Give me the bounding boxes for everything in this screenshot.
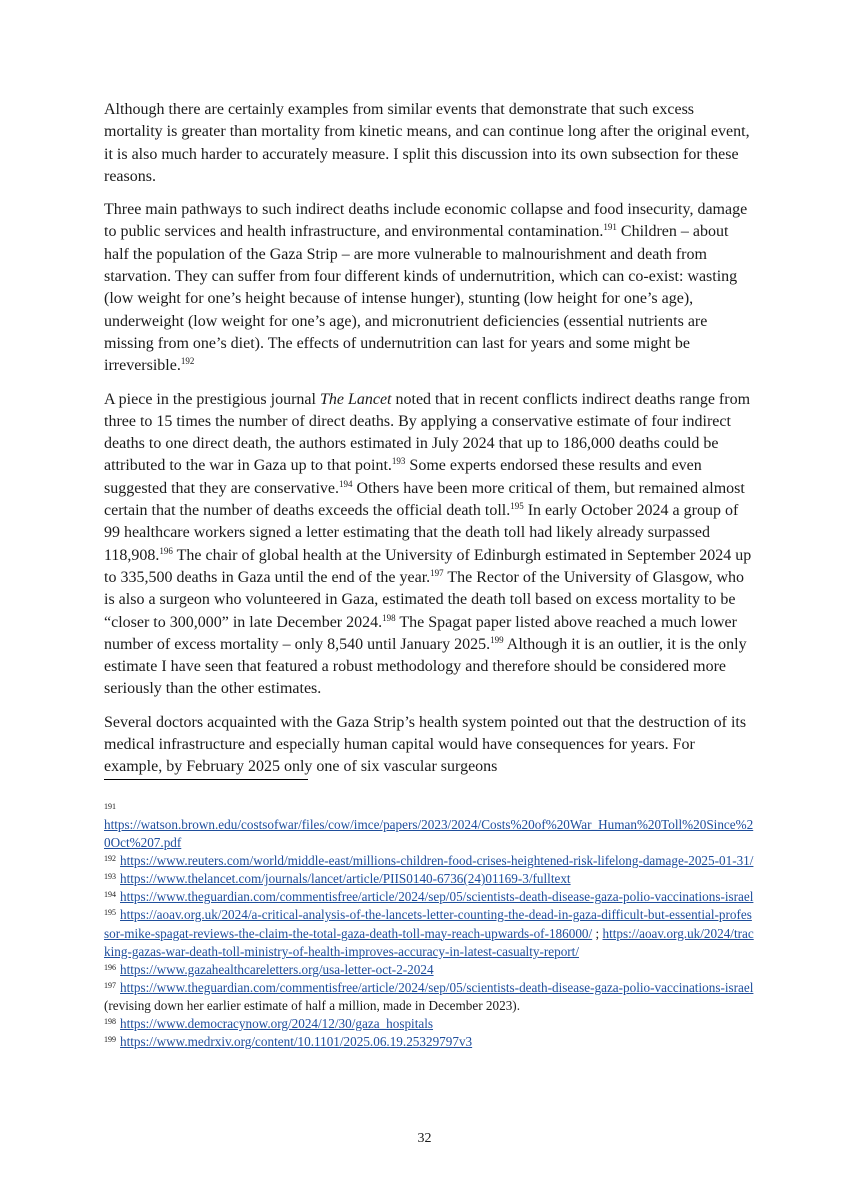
footnote-link[interactable]: https://www.medrxiv.org/content/10.1101/2025.06.19.25329797v3 (120, 1034, 473, 1050)
footnote-193 (104, 870, 754, 888)
footnote-ref-192[interactable]: 192 (180, 356, 195, 367)
paragraph-3-text-a: A piece in the prestigious journal (104, 390, 320, 408)
journal-title: The Lancet (319, 390, 392, 408)
footnote-note: (revising down her earlier estimate of half a million, made in December 2023). (104, 997, 520, 1013)
footnote-link[interactable]: https://www.thelancet.com/journals/lancet/article/PIIS0140-6736(24)01169-3/fulltext (120, 871, 571, 887)
footnote-ref-197[interactable]: 197 (430, 567, 444, 578)
paragraph-2-text-b: Children – about half the population of the Gaza Strip – are more vulnerable to malnourishment and death from starvation. They can suffer from four different kinds of undernutrition, which can co-exist: wasting (low weight for one’s height because of intense hunger), stunting (low height for one’s age), underweight (low weight for one’s age), and micronutrient deficiencies (essential nutrients are missing from one’s diet). The effects of undernutrition can last for years and some might be irreversible. (104, 223, 738, 375)
footnote-link[interactable]: https://www.gazahealthcareletters.org/usa-letter-oct-2-2024 (120, 961, 434, 977)
footnote-194 (104, 888, 754, 906)
footnote-separator: ; (592, 925, 603, 941)
paragraph-3-text-d: Others have been more critical of them, but remained almost certain that the number of deaths exceeds the official death toll. (104, 479, 745, 520)
footnote-ref-194[interactable]: 194 (339, 478, 353, 489)
footnote-197 (104, 979, 754, 1015)
footnote-number: 193 (104, 872, 116, 882)
footnote-number: 196 (104, 962, 116, 972)
paragraph-3-text-h: The Spagat paper listed above reached a much lower number of excess mortality – only 8,540 until January 2025. (104, 613, 737, 653)
paragraph-1 (104, 99, 754, 188)
paragraph-4-text: Several doctors acquainted with the Gaza Strip’s health system pointed out that the destruction of its medical infrastructure and especially human capital would have consequences for years. For example, by February 2025 only one of six vascular surgeons (104, 713, 747, 776)
paragraph-4 (104, 712, 754, 779)
paragraph-3 (104, 389, 754, 701)
footnote-link[interactable]: https://aoav.org.uk/2024/a-critical-analysis-of-the-lancets-letter-counting-the-dead-in-gaza-difficult-but-essential-professor-mike-spagat-reviews-the-claim-the-total-gaza-death-toll-may-reach-upwards-of-186000/ (104, 907, 752, 941)
footnote-ref-198[interactable]: 198 (382, 612, 396, 623)
footnotes (104, 796, 754, 1051)
footnote-191 (104, 796, 754, 816)
footnote-ref-196[interactable]: 196 (159, 545, 173, 556)
page-number: 32 (417, 1131, 432, 1146)
footnote-link[interactable]: https://www.democracynow.org/2024/12/30/gaza_hospitals (120, 1016, 434, 1032)
footnote-ref-193[interactable]: 193 (391, 456, 406, 467)
footnote-link[interactable]: https://www.theguardian.com/commentisfree/article/2024/sep/05/scientists-death-disease-gaza-polio-vaccinations-israel (120, 889, 754, 905)
footnote-number: 195 (104, 908, 116, 918)
paragraph-1-text: Although there are certainly examples from similar events that demonstrate that such excess mortality is greater than mortality from kinetic means, and can continue long after the original event, it is also much harder to accurately measure. I split this discussion into its own subsection for these reasons. (104, 101, 750, 185)
footnote-divider (104, 779, 308, 780)
footnote-number: 194 (104, 890, 116, 900)
paragraph-3-text-c: Some experts endorsed these results and even suggested that they are conservative. (104, 457, 702, 497)
paragraph-3-text-f: The chair of global health at the University of Edinburgh estimated in September 2024 up to 335,500 deaths in Gaza until the end of the year. (104, 546, 752, 586)
footnote-198 (104, 1015, 754, 1033)
footnote-link[interactable]: https://aoav.org.uk/2024/tracking-gazas-war-death-toll-ministry-of-health-improves-accuracy-in-latest-casualty-report/ (104, 925, 754, 959)
footnote-196 (104, 961, 754, 979)
footnote-192 (104, 852, 754, 870)
paragraph-2 (104, 199, 754, 377)
footnote-number: 197 (104, 980, 116, 990)
footnote-number: 199 (104, 1035, 116, 1045)
footnote-number: 191 (104, 802, 116, 811)
paragraph-2-text-a: Three main pathways to such indirect deaths include economic collapse and food insecurity, damage to public services and health infrastructure, and environmental contamination. (104, 201, 748, 241)
footnote-ref-191[interactable]: 191 (603, 222, 617, 233)
footnote-191-body (104, 816, 754, 852)
footnote-195 (104, 906, 754, 960)
body-text (104, 99, 754, 790)
footnote-ref-195[interactable]: 195 (510, 501, 524, 512)
paragraph-3-text-b: noted that in recent conflicts indirect deaths range from three to 15 times the number of direct deaths. By applying a conservative estimate of four indirect deaths to one direct death, the authors estimated in July 2024 that up to 186,000 deaths could be attributed to the war in Gaza up to that point. (104, 390, 751, 475)
footnote-number: 192 (104, 854, 116, 864)
footnote-number: 198 (104, 1017, 116, 1027)
paragraph-3-text-e: In early October 2024 a group of 99 healthcare workers signed a letter estimating that the death toll had likely already surpassed 118,908. (104, 502, 739, 564)
paragraph-3-text-i: Although it is an outlier, it is the only estimate I have seen that featured a robust methodology and therefore should be considered more seriously than the other estimates. (104, 635, 747, 698)
footnote-ref-199[interactable]: 199 (490, 634, 504, 645)
footnote-199 (104, 1033, 754, 1051)
footnote-link[interactable]: https://watson.brown.edu/costsofwar/files/cow/imce/papers/2023/2024/Costs%20of%20War_Human%20Toll%20Since%20Oct%207.pdf (104, 817, 754, 851)
paragraph-3-text-g: The Rector of the University of Glasgow, who is also a surgeon who volunteered in Gaza, estimated the death toll based on excess mortality to be “closer to 300,000” in late December 2024. (104, 568, 745, 631)
footnote-link[interactable]: https://www.reuters.com/world/middle-east/millions-children-food-crises-heightened-risk-lifelong-damage-2025-01-31/ (120, 853, 754, 869)
footnote-link[interactable]: https://www.theguardian.com/commentisfree/article/2024/sep/05/scientists-death-disease-gaza-polio-vaccinations-israel (120, 979, 754, 995)
